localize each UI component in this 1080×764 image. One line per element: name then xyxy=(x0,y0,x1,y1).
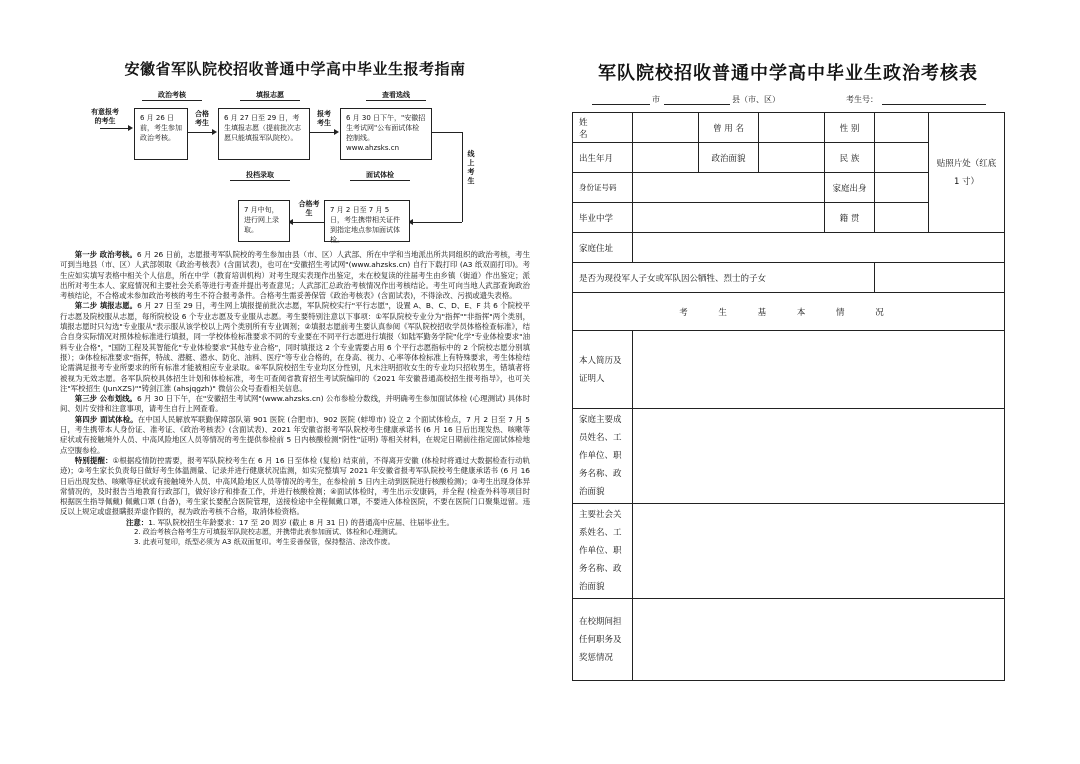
school-label: 毕业中学 xyxy=(573,203,633,233)
tips-text: ①根据疫情防控需要，报考军队院校考生在 6 月 16 日至体检 (复检) 结束前，不得离开安徽 (体检时将通过大数据检查行动轨迹)；②考生家长负责每日做好考生体温测量、记录并进行健康状况监测，如实完整填写 2021 年安徽省报考军队院校考生健康承诺书 (6 月 16 日后出现发热、咳嗽等症状或有接触境外人员、中高风险地区人员等情况的考生，在参检前 5 日内主动到医院进行核酸检测)；③考生出现身体异常情况的，及时报告当地教育行政部门，做好诊疗和排查工作，并进行核酸检测；④面试体检时，考生出示安康码，并全程 (检查外科等项目时根据医生指导佩戴) 佩戴口罩 (自备)，考生家长要配合医院管理，送接检途中全程佩戴口罩，不要进入体检医院，不要在医院门口聚集逗留。违反以上规定或虚报瞒报弄虚作假的，视为政治考核不合格，取消体检资格。 xyxy=(60,455,530,517)
school-field[interactable] xyxy=(633,203,825,233)
form-title: 军队院校招收普通中学高中毕业生政治考核表 xyxy=(598,63,978,84)
address-label: 家庭住址 xyxy=(573,233,633,263)
guide-title: 安徽省军队院校招收普通中学高中毕业生报考指南 xyxy=(124,60,466,78)
city-blank[interactable] xyxy=(592,104,650,105)
exam-number-label: 考生号： xyxy=(846,95,878,104)
note-2: 2. 政治考核合格考生方可填报军队院校志愿，并携带此表参加面试、体检和心理测试。 xyxy=(134,528,402,537)
tips-paragraph xyxy=(60,456,530,518)
notes-paragraph xyxy=(60,518,530,528)
notes-heading: 注意： xyxy=(126,517,149,527)
form-subheader xyxy=(572,92,1004,112)
family-origin-label: 家庭出身 xyxy=(825,173,875,203)
step1-text: 6 月 26 日前，志愿报考军队院校的考生参加由县（市、区）人武部、所在中学和当地派出所共同组织的政治考核，考生可到当地县（市、区）人武部领取《政治考核表》(含面试表)，也可在"安徽招生考试网"(www.ahzsks.cn) 自行下载打印 (A3 纸双面打印)。考生应如实填写表格中相关个人信息，所在中学（教育培训机构）对考生现实表现作出鉴定，未在校复读的往届考生由乡镇（街道）作出鉴定；派出所对考生本人、家庭情况和主要社会关系等进行考查并提出考查意见；人武部汇总政治考核情况作出考核结论。考生可向当地人武部查询政治考核结论，不合格或未参加政治考核的考生不符合报考条件。合格考生需妥善保管《政治考核表》(含面试表)，不得涂改、污损或遗失表格。 xyxy=(60,250,530,301)
county-blank[interactable] xyxy=(664,104,730,105)
stage-label-exam: 面试体检 xyxy=(366,171,394,179)
step-box-political: 6 月 26 日前，考生参加政治考核。 xyxy=(134,108,188,160)
used-name-label: 曾 用 名 xyxy=(699,113,759,143)
political-form-page xyxy=(572,58,1004,681)
step-box-exam: 7 月 2 日至 7 月 5 日，考生携带相关证件到指定地点参加面试体检。 xyxy=(324,200,410,242)
family-members-label: 家庭主要成员姓名、工作单位、职务名称、政治面貌 xyxy=(573,409,633,504)
stage-label-cutoff: 查看选线 xyxy=(382,91,410,99)
ethnic-field[interactable] xyxy=(875,143,929,173)
id-number-label: 身份证号码 xyxy=(573,173,633,203)
military-family-field[interactable] xyxy=(875,263,1005,293)
politics-label: 政治面貌 xyxy=(699,143,759,173)
step2-heading: 第二步 填报志愿。 xyxy=(74,301,138,311)
step-box-cutoff: 6 月 30 日下午，"安徽招生考试网"公布面试体检控制线。www.ahzsks.cn xyxy=(340,108,432,160)
connector-qualified-1: 合格考生 xyxy=(195,110,209,127)
social-relations-field[interactable] xyxy=(633,504,1005,599)
gender-label: 性 别 xyxy=(825,113,875,143)
id-number-field[interactable] xyxy=(633,173,825,203)
step-box-admission: 7 月中旬，进行网上录取。 xyxy=(238,200,290,242)
note-3: 3. 此表可复印，纸型必须为 A3 纸双面复印。考生妥善保管，保持整洁、涂改作废。 xyxy=(134,537,395,546)
politics-field[interactable] xyxy=(759,143,825,173)
name-field[interactable] xyxy=(633,113,699,143)
birth-label: 出生年月 xyxy=(573,143,633,173)
school-positions-label: 在校期间担任何职务及奖惩情况 xyxy=(573,599,633,681)
city-label: 市 xyxy=(652,95,660,104)
native-field[interactable] xyxy=(875,203,929,233)
address-field[interactable] xyxy=(633,233,1005,263)
military-family-label: 是否为现役军人子女或军队因公牺牲、烈士的子女 xyxy=(573,263,875,293)
school-positions-field[interactable] xyxy=(633,599,1005,681)
stage-label-apply: 填报志愿 xyxy=(256,91,284,99)
step1-paragraph xyxy=(60,250,530,301)
basic-info-section-header: 考 生 基 本 情 况 xyxy=(573,293,1005,331)
connector-qualified-2: 合格考生 xyxy=(298,200,320,217)
step3-paragraph xyxy=(60,394,530,415)
family-origin-field[interactable] xyxy=(875,173,929,203)
social-relations-label: 主要社会关系姓名、工作单位、职务名称、政治面貌 xyxy=(573,504,633,599)
connector-online: 线上考生 xyxy=(467,150,475,185)
ethnic-label: 民 族 xyxy=(825,143,875,173)
step3-text: 6 月 30 日下午，在"安徽招生考试网"(www.ahzsks.cn) 公布参检分数线，并明确考生参加面试体检 (心理测试) 具体时间、划片安排和注意事项，请考生自行上网查看。 xyxy=(60,394,530,414)
process-flowchart xyxy=(60,88,530,246)
used-name-field[interactable] xyxy=(759,113,825,143)
photo-placeholder[interactable]: 贴照片处（红底 1 寸） xyxy=(929,113,1005,233)
stage-label-political: 政治考核 xyxy=(158,91,186,99)
stage-label-admission: 投档录取 xyxy=(246,171,274,179)
note-1: 1. 军队院校招生年龄要求：17 至 20 周岁 (截止 8 月 31 日) 的普通高中应届、往届毕业生。 xyxy=(148,517,454,527)
step1-heading: 第一步 政治考核。 xyxy=(74,250,137,259)
guide-page xyxy=(60,58,530,708)
resume-field[interactable] xyxy=(633,331,1005,409)
native-label: 籍 贯 xyxy=(825,203,875,233)
political-review-table xyxy=(572,112,1005,681)
step4-text: 在中国人民解放军联勤保障部队第 901 医院 (合肥市)、902 医院 (蚌埠市) 设立 2 个面试体检点，7 月 2 日至 7 月 5 日，考生携带本人身份证、准考证、《政治考核表》(含面试表)、2021 年安徽省报考军队院校考生健康承诺书 (6 月 16 日后出现发热、咳嗽等症状或有接触境外人员、中高风险地区人员等情况的考生提供参检前 5 日内核酸检测"阴性"证明) 等相关材料，在规定日期前往指定面试体检地点空腹参检。 xyxy=(60,414,530,455)
guide-body xyxy=(60,250,530,547)
start-label: 有意报考的考生 xyxy=(91,108,119,125)
resume-label: 本人简历及证明人 xyxy=(573,331,633,409)
name-label: 姓 名 xyxy=(573,113,633,143)
step2-paragraph xyxy=(60,301,530,394)
connector-applicants: 报考考生 xyxy=(317,110,331,127)
step4-heading: 第四步 面试体检。 xyxy=(74,414,138,424)
birth-field[interactable] xyxy=(633,143,699,173)
step3-heading: 第三步 公布划线。 xyxy=(74,394,137,404)
county-label: 县（市、区） xyxy=(732,95,780,104)
exam-number-blank[interactable] xyxy=(882,104,986,105)
step2-text: 6 月 27 日至 29 日，考生网上填报提前批次志愿，军队院校实行"平行志愿"，设置 A、B、C、D、E、F 共 6 个院校平行志愿及院校服从志愿，每所院校设 6 个专业志愿及专业服从志愿。考生要特别注意以下事项：①军队院校专业分为"指挥""非指挥"两个类别，填报志愿时只勾选"专业服从"表示服从该学校以上两个类别所有专业调剂；②填报志愿前考生要认真参阅《军队院校招收学员体格检查标准》，结合自身实际情况对照体检标准进行填报，同一学校体检标准要求不同的专业要在不同平行志愿进行填报（如陆军勤务学院"化学"专业体检要求"油料专业合格"，"国防工程及其智能化"专业体检要求"其他专业合格"，同时填报这 2 个专业需要占用 6 个平行志愿指标中的 2 个院校志愿分别填报）；③体检标准要求"指挥，特战、潜艇、潜水、防化、油料、医疗"等专业合格的，在身高、视力、心率等体检标准上有特殊要求，考生体检结论需满足报考专业所要求的所有标准才能被相应专业录取。④军队院校招生专业均区分性别，凡未注明招收女生的专业均只招收男生，错填者将被视为无效志愿。各军队院校具体招生计划和体检标准，考生可查阅省教育招生考试院编印的《2021 年安徽普通高校招生报考指导》，也可关注"军校招生 (JunXZS)""铸剑江淮 (ahsjqgzh)" 微信公众号查看相关信息。 xyxy=(60,301,530,393)
gender-field[interactable] xyxy=(875,113,929,143)
step4-paragraph xyxy=(60,415,530,456)
tips-heading: 特别提醒： xyxy=(74,455,113,465)
step-box-apply: 6 月 27 日至 29 日，考生填报志愿（提前批次志愿只能填报军队院校）。 xyxy=(218,108,310,160)
family-members-field[interactable] xyxy=(633,409,1005,504)
